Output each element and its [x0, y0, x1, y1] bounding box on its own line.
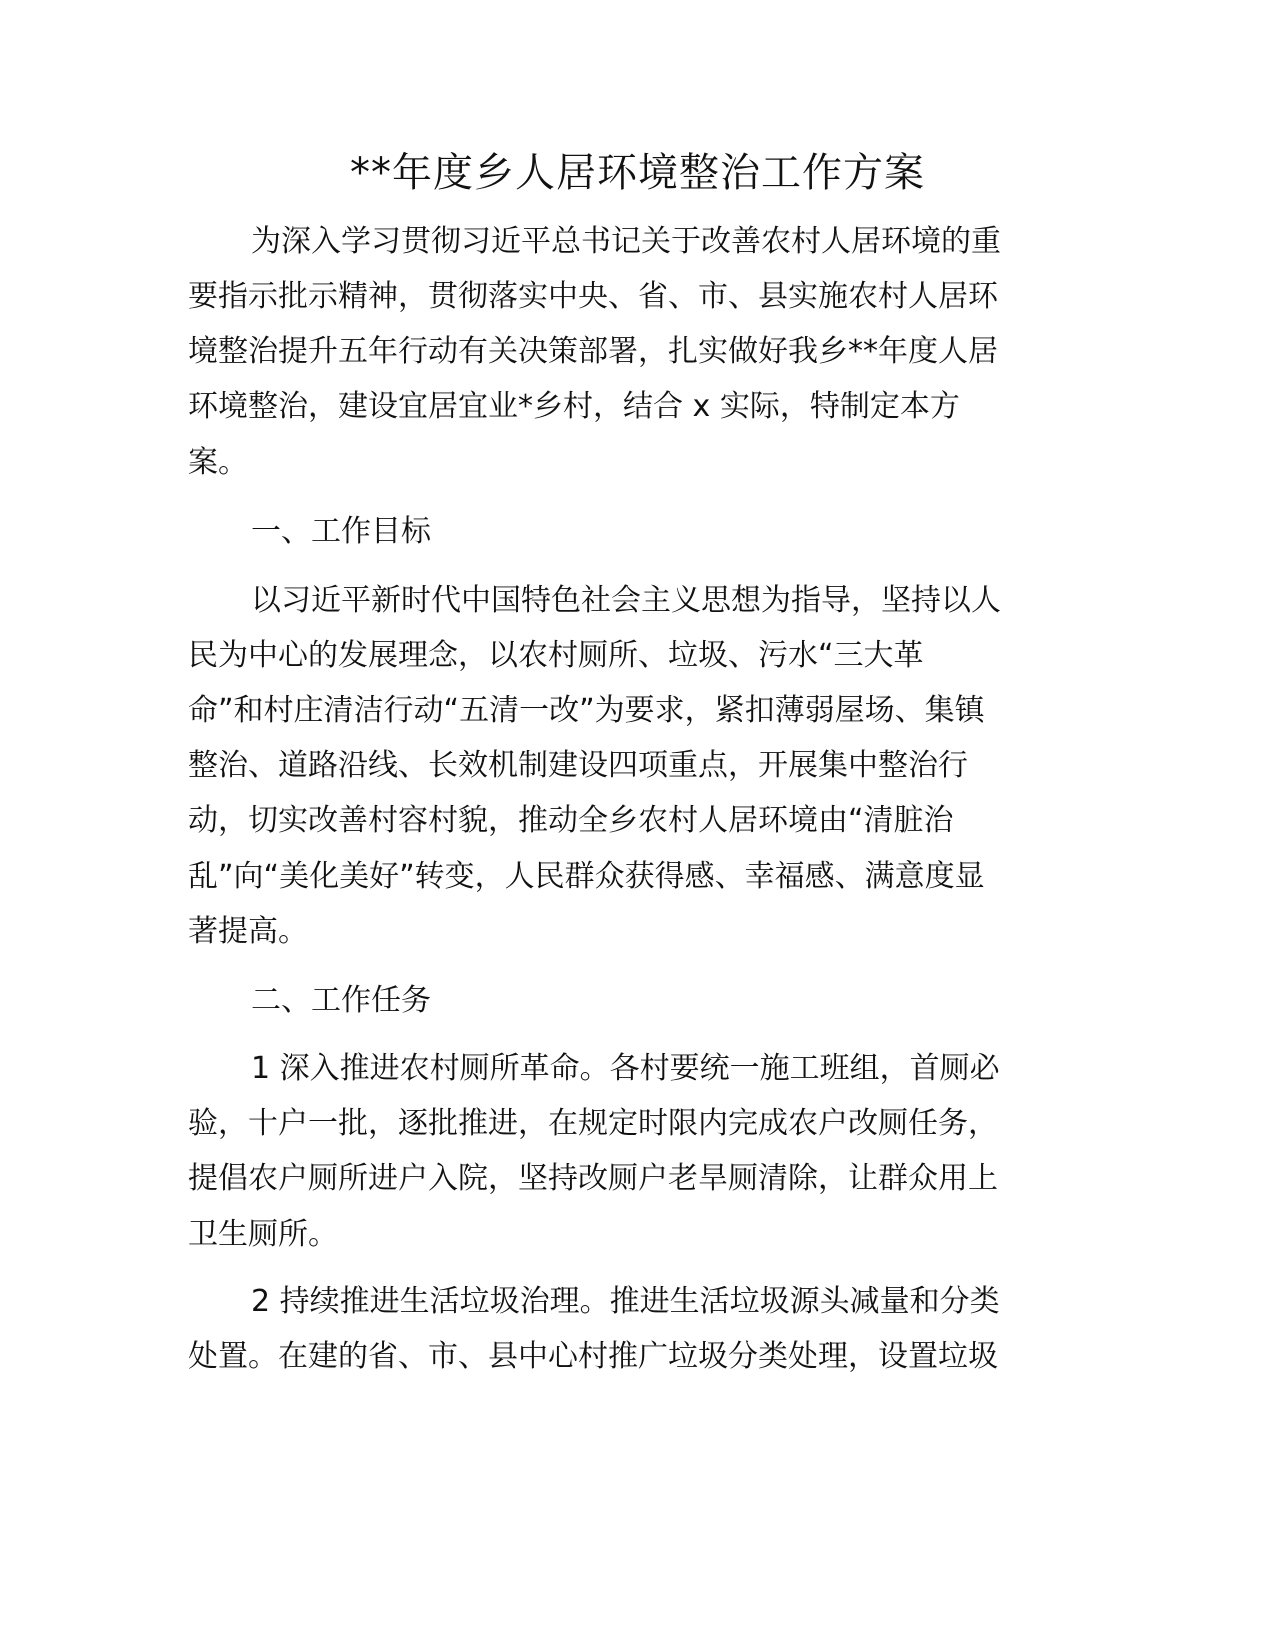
intro-line: 案。 [188, 445, 248, 480]
section-heading-goals: 一、工作目标 [251, 514, 431, 549]
task1-line: 1 深入推进农村厕所革命。各村要统一施工班组，首厕必 [251, 1051, 1000, 1086]
goals-line: 整治、道路沿线、长效机制建设四项重点，开展集中整治行 [188, 748, 968, 783]
goals-line: 著提高。 [188, 914, 308, 949]
task2-line: 2 持续推进生活垃圾治理。推进生活垃圾源头减量和分类 [251, 1284, 1000, 1319]
task2-line: 处置。在建的省、市、县中心村推广垃圾分类处理，设置垃圾 [188, 1339, 998, 1374]
goals-line: 乱”向“美化美好”转变，人民群众获得感、幸福感、满意度显 [188, 859, 985, 894]
document-title: **年度乡人居环境整治工作方案 [350, 150, 925, 196]
task1-line: 卫生厕所。 [188, 1217, 338, 1252]
intro-line: 为深入学习贯彻习近平总书记关于改善农村人居环境的重 [251, 224, 1001, 259]
goals-line: 动，切实改善村容村貌，推动全乡农村人居环境由“清脏治 [188, 803, 954, 838]
task1-line: 提倡农户厕所进户入院，坚持改厕户老旱厕清除，让群众用上 [188, 1161, 998, 1196]
task1-line: 验，十户一批，逐批推进，在规定时限内完成农户改厕任务， [188, 1106, 998, 1141]
intro-line: 境整治提升五年行动有关决策部署，扎实做好我乡**年度人居 [188, 334, 998, 369]
goals-line: 命”和村庄清洁行动“五清一改”为要求，紧扣薄弱屋场、集镇 [188, 693, 985, 728]
intro-line: 要指示批示精神，贯彻落实中央、省、市、县实施农村人居环 [188, 279, 998, 314]
intro-line: 环境整治，建设宜居宜业*乡村，结合 x 实际，特制定本方 [188, 389, 960, 424]
goals-line: 民为中心的发展理念，以农村厕所、垃圾、污水“三大革 [188, 638, 924, 673]
goals-line: 以习近平新时代中国特色社会主义思想为指导，坚持以人 [251, 583, 1001, 618]
section-heading-tasks: 二、工作任务 [251, 983, 431, 1018]
